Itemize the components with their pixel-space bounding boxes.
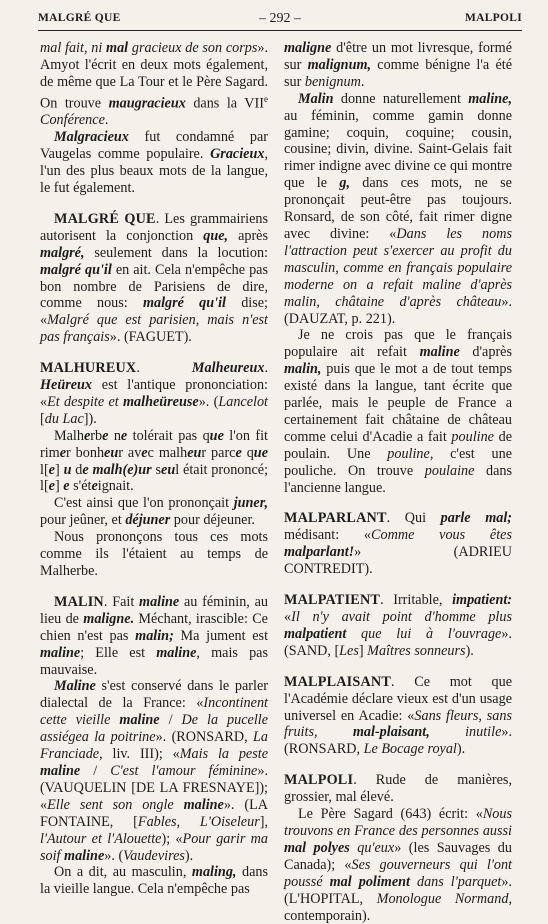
entry-malgre-que — [40, 211, 268, 346]
entry-malhureux — [40, 360, 268, 580]
page-number: – 292 – — [259, 11, 301, 26]
paragraph: Je ne crois pas que le français populaire ait refait maline d'après malin, puis que le mot a de tout temps existé dans la langue, tant écrite que parlée, mais le peuple de France a certainement fait châtaine de château comme celui d'Acadie a fait pouline de poulain. Une pouline, c'est une pouliche. On trouve poulaine dans l'ancienne langue. — [284, 327, 512, 496]
paragraph: mal fait, ni mal gracieux de son corps». Amyot l'écrit en deux mots également, de même que La Tour et le Père Sagard. On trouve maugracieux dans la VIIe Conférence. — [40, 40, 269, 129]
entry-malparlant — [284, 510, 512, 578]
paragraph: On a dit, au masculin, maling, dans la vieille langue. Cela n'empêche pas — [40, 864, 268, 898]
paragraph: maligne d'être un mot livresque, formé sur malignum, comme bénigne l'a été sur benignum. — [284, 40, 512, 90]
header-right-entry: MALPOLI — [464, 12, 522, 24]
entry-text: MALPATIENT. Irritable, impatient: «Il n'y avait point d'homme plus malpatient que lui à l'ouvrage». (SAND, [Les] Maîtres sonneurs). — [284, 592, 512, 659]
paragraph: Malgracieux fut condamné par Vaugelas comme populaire. Gracieux, l'un des plus beaux mots de la langue, le fut également. — [40, 129, 268, 196]
left-column — [40, 40, 268, 898]
entry-malpoli — [284, 772, 512, 924]
entry-malpatient — [284, 592, 512, 660]
entry-continuation — [40, 40, 268, 197]
entry-text: MALIN. Fait maline au féminin, au lieu de maligne. Méchant, irascible: Ce chien n'est pas malin; Ma jument est maline; Elle est maline, mais pas mauvaise. — [40, 593, 269, 678]
entry-text: MALPOLI. Rude de manières, grossier, mal élevé. — [284, 772, 512, 806]
entry-malplaisant — [284, 674, 512, 759]
paragraph: Maline s'est conservé dans le parler dialectal de la France: «Incontinent cette vieille maline / De la pucelle assiégea la poitrine». (RONSARD, La Franciade, liv. III); «Mais la peste maline / C'est l'amour féminine». (VAUQUELIN [DE LA FRESNAYE]); «Elle sent son ongle maline». (LA FONTAINE, [Fables, L'Oiseleur], l'Autour et l'Alouette); «Pour garir ma soif maline». (Vaudevires). — [40, 678, 269, 864]
entry-text: MALGRÉ QUE. Les grammairiens autorisent la conjonction que, après malgré, seulement dans la locution: malgré qu'il en ait. Cela n'empêche pas bon nombre de Parisiens de dire, comme nous: malgré qu'il dise; «Malgré que est parisien, mais n'est pas français». (FAGUET). — [40, 210, 268, 346]
entry-text: MALPLAISANT. Ce mot que l'Académie déclare vieux est d'un usage universel en Acadie: «Sans fleurs, sans fruits, mal-plaisant, inutile». (RONSARD, Le Bocage royal). — [284, 673, 513, 758]
paragraph: Le Père Sagard (643) écrit: «Nous trouvons en France des personnes aussi mal polyes qu'eux» (les Sauvages du Canada); «Ses gouverneurs qui l'ont poussé mal poliment dans l'parquet». (L'HOPITAL, Monologue Normand, contemporain). — [284, 806, 513, 924]
paragraph: C'est ainsi que l'on prononçait juner, pour jeûner, et déjuner pour déjeuner. — [40, 495, 268, 529]
entry-text: MALHUREUX. Malheureux. Heüreux est l'antique prononciation: «Et despite et malheüreuse». (Lancelot [du Lac]). — [40, 360, 268, 427]
entry-text: MALPARLANT. Qui parle mal; médisant: «Comme vous êtes malparlant!» (ADRIEU CONTREDIT). — [284, 510, 512, 578]
right-column — [284, 40, 512, 924]
paragraph: Malin donne naturellement maline, au féminin, comme gamin donne gamine; coquin, coquine; cousin, cousine; divin, divine. Saint-Gelais fait rimer indigne avec divine ce qui montre que le g, dans ces mots, ne se prononçait peut-être pas toujours. Ronsard, de son côté, fait rimer digne avec divine: «Dans les noms l'attraction peut s'exercer au profit du masculin, comme en français populaire moderne on a refait maline d'après malin, châtaine d'après château». (DAUZAT, p. 221). — [284, 90, 513, 327]
paragraph: Malherbe ne tolérait pas que l'on fit rimer bonheur avec malheur parce que l[e] u de malh(e)ur seul était prononcé; l[e] e s'éteignait. — [40, 427, 269, 495]
entry-continuation — [284, 40, 512, 496]
running-header — [38, 12, 522, 31]
paragraph: Nous prononçons tous ces mots comme ils l'étaient au temps de Malherbe. — [40, 529, 268, 580]
header-left-entry: MALGRÉ QUE — [38, 12, 121, 24]
entry-malin — [40, 594, 268, 898]
